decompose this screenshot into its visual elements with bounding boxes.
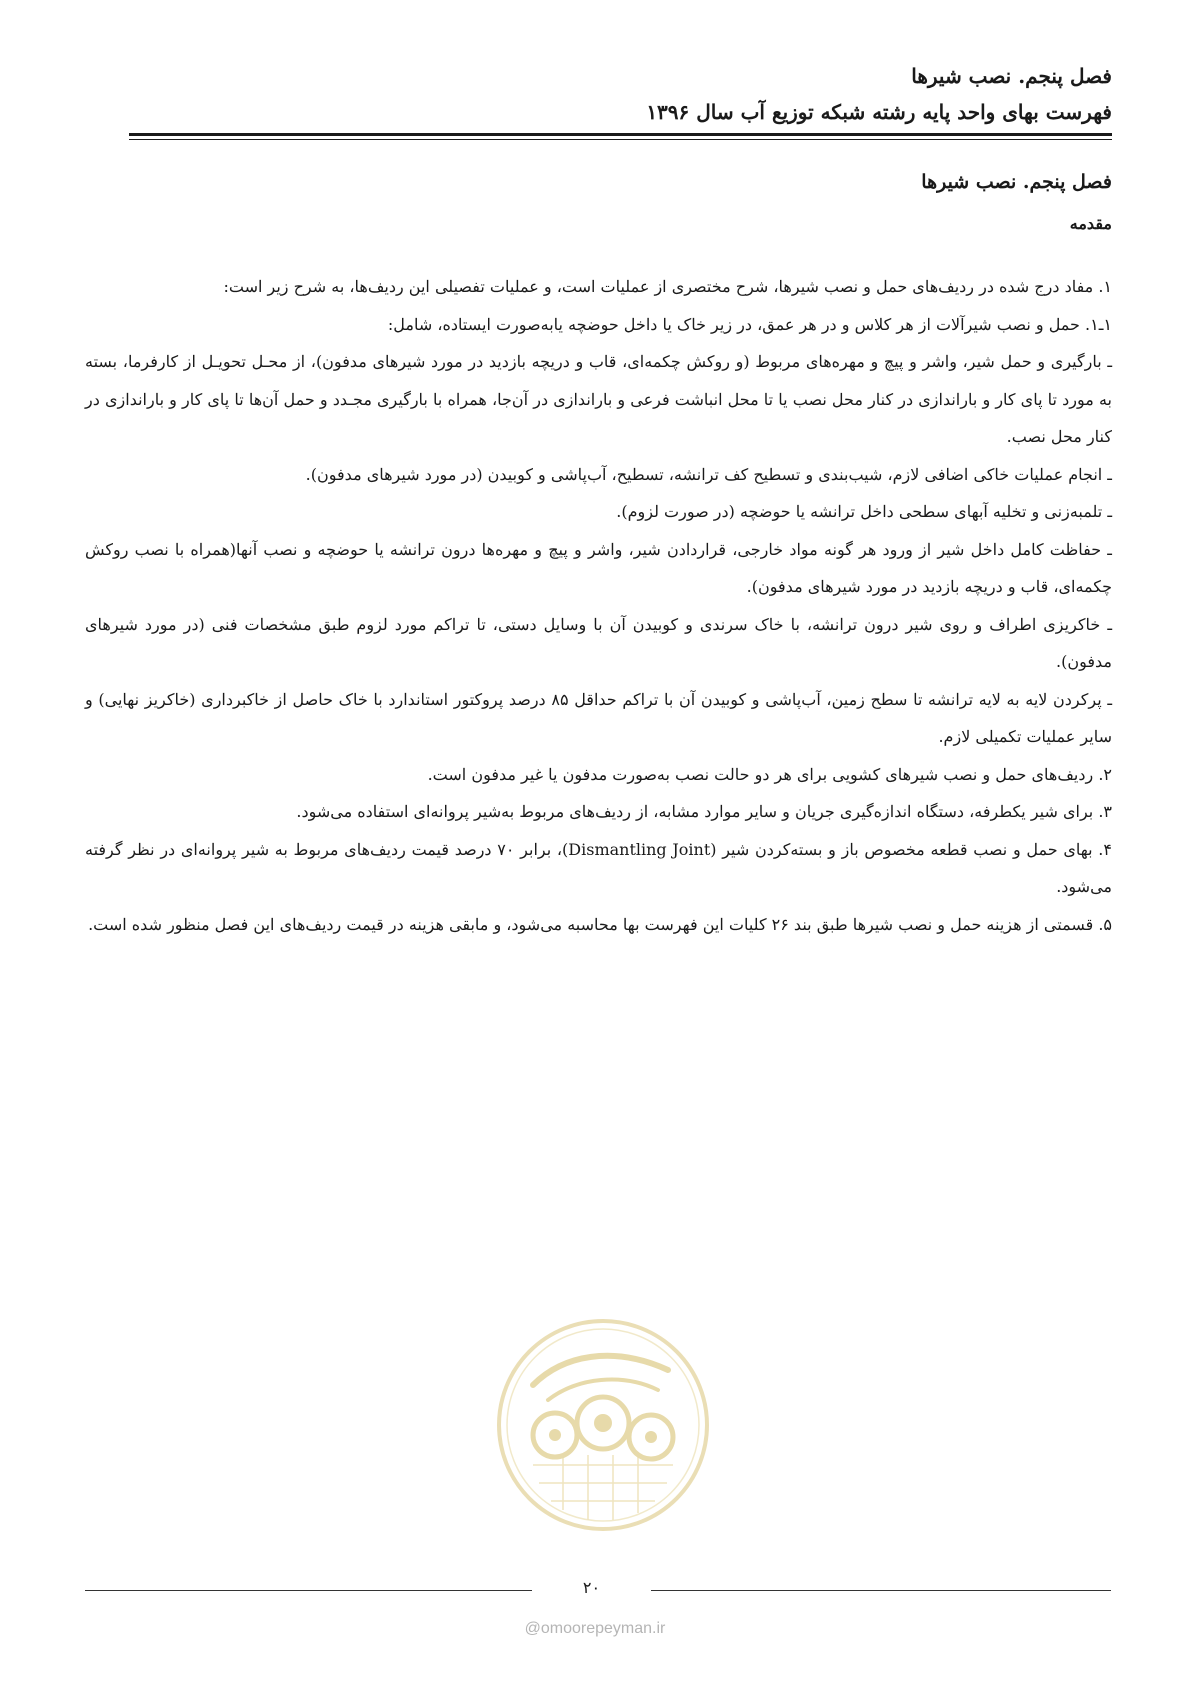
bullet-loading: ـ بارگیری و حمل شیر، واشر و پیچ و مهره‌های مربوط (و روکش چکمه‌ای، قاب و دریچه بازدید در مورد شیرهای مدفون)، از محـل تحویـل از کارفرما، بسته به مورد تا پای کار و باراندازی در کنار محل نصب یا تا محل انباشت فرعی و باراندازی در آن‌جا، همراه با بارگیری مجـدد و حمل آن‌ها تا پای کار و باراندازی در کنار محل نصب. (85, 352, 1112, 446)
bullet-earthwork: ـ انجام عملیات خاکی اضافی لازم، شیب‌بندی و تسطیح کف ترانشه، تسطیح، آب‌پاشی و کوبیدن (در مورد شیرهای مدفون). (305, 464, 1112, 484)
paragraph-4: ۴. بهای حمل و نصب قطعه مخصوص باز و بسته‌کردن شیر (Dismantling Joint)، برابر ۷۰ درصد قیمت ردیف‌های مربوط به شیر پروانه‌ای در نظر گرفته می‌شود. (85, 839, 1112, 896)
site-watermark: @omoorepeyman.ir (524, 1620, 666, 1637)
paragraph-1-1: ۱ـ۱. حمل و نصب شیرآلات از هر کلاس و در هر عمق، در زیر خاک یا داخل حوضچه یابه‌صورت ایستاده، شامل: (387, 314, 1112, 334)
bullet-protection: ـ حفاظت کامل داخل شیر از ورود هر گونه مواد خارجی، قراردادن شیر، واشر و پیچ و مهره‌ها درون ترانشه یا حوضچه و نصب آنها(همراه با نصب روکش چکمه‌ای، قاب و دریچه بازدید در مورد شیرهای مدفون). (85, 539, 1112, 596)
paragraph-5: ۵. قسمتی از هزینه حمل و نصب شیرها طبق بند ۲۶ کلیات این فهرست بها محاسبه می‌شود، و مابقی هزینه در قیمت ردیف‌های این فصل منظور شده است. (88, 914, 1112, 934)
chapter-title: فصل پنجم. نصب شیرها (921, 171, 1112, 193)
paragraph-2: ۲. ردیف‌های حمل و نصب شیرهای کشویی برای هر دو حالت نصب به‌صورت مدفون یا غیر مدفون است. (427, 764, 1112, 784)
page-number: ۲۰ (582, 1578, 601, 1597)
footer-rule-left (85, 1590, 532, 1591)
header-chapter-title: فصل پنجم. نصب شیرها (911, 64, 1112, 88)
intro-heading: مقدمه (1069, 214, 1112, 233)
bullet-backfill: ـ خاکریزی اطراف و روی شیر درون ترانشه، با خاک سرندی و کوبیدن آن با وسایل دستی، تا تراکم مورد لزوم طبق مشخصات فنی (در مورد شیرهای مدفون). (85, 614, 1113, 671)
bullet-layer-fill: ـ پرکردن لایه به لایه ترانشه تا سطح زمین، آب‌پاشی و کوبیدن آن با تراکم حداقل ۸۵ درصد پروکتور استاندارد با خاک حاصل از خاکبرداری (خاکریز نهایی) و سایر عملیات تکمیلی لازم. (85, 689, 1113, 746)
paragraph-3: ۳. برای شیر یکطرفه، دستگاه اندازه‌گیری جریان و سایر موارد مشابه، از ردیف‌های مربوط به‌شیر پروانه‌ای استفاده می‌شود. (296, 802, 1112, 821)
header-rule-thin (129, 139, 1112, 140)
paragraph-1: ۱. مفاد درج شده در ردیف‌های حمل و نصب شیرها، شرح مختصری از عملیات است، و عملیات تفصیلی این ردیف‌ها، به شرح زیر است: (223, 277, 1112, 296)
footer-rule-right (651, 1590, 1111, 1591)
page-header (129, 58, 1112, 130)
header-rule-thick (129, 133, 1112, 136)
bullet-pumping: ـ تلمبه‌زنی و تخلیه آبهای سطحی داخل ترانشه یا حوضچه (در صورت لزوم). (616, 502, 1112, 521)
omoorepeyman-seal-logo-icon (493, 1315, 713, 1535)
header-document-title: فهرست بهای واحد پایه رشته شبکه توزیع آب سال ۱۳۹۶ (646, 100, 1112, 124)
page-content (85, 160, 1112, 943)
